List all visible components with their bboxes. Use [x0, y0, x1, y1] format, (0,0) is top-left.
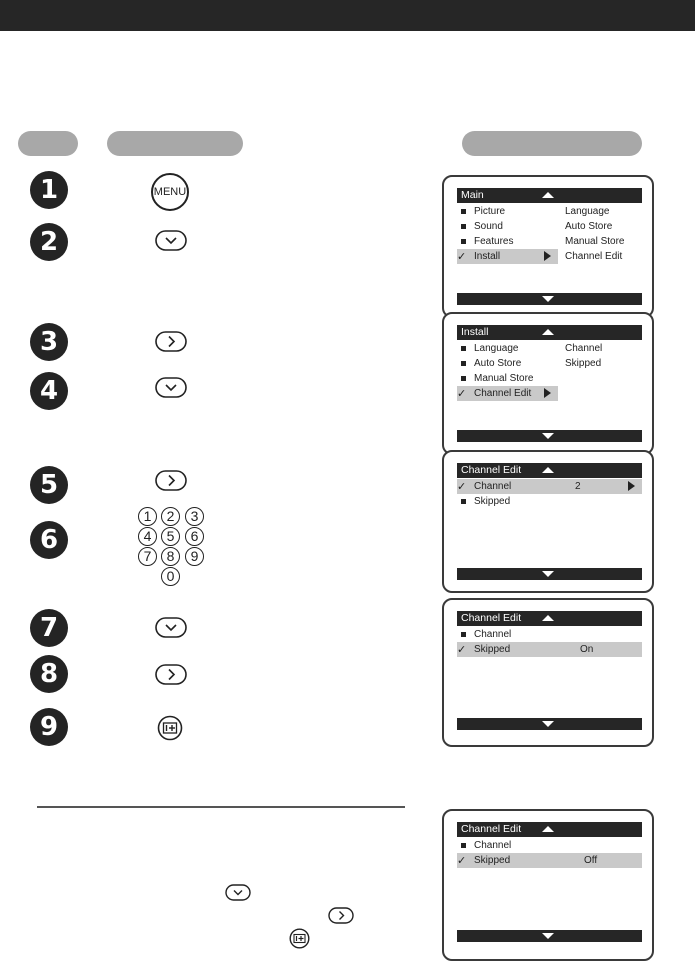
check-icon: ✓ — [457, 854, 467, 867]
numpad-key-6: 6 — [185, 527, 204, 546]
check-icon: ✓ — [457, 250, 467, 263]
tv-screen-channel-edit — [442, 450, 654, 593]
step-2-badge: 2 — [30, 223, 68, 261]
up-arrow-icon — [542, 615, 554, 621]
chevron-right-icon — [155, 470, 187, 491]
menu-item[interactable]: Manual Store — [474, 373, 534, 384]
chevron-down-icon — [225, 884, 251, 905]
right-arrow-icon — [628, 481, 635, 491]
info-plus-icon — [157, 715, 183, 741]
menu-item[interactable]: Sound — [474, 221, 503, 232]
numpad-key-5: 5 — [161, 527, 180, 546]
screen-header — [457, 611, 642, 626]
step-9-badge: 9 — [30, 708, 68, 746]
screen-footer — [457, 293, 642, 305]
bullet-icon — [461, 361, 466, 366]
up-arrow-icon — [542, 329, 554, 335]
screen-title: Channel Edit — [461, 612, 522, 624]
numpad-key-4: 4 — [138, 527, 157, 546]
menu-item-selected[interactable]: Skipped — [474, 855, 511, 866]
tv-screen-skipped-off — [442, 809, 654, 961]
down-arrow-icon — [542, 933, 554, 939]
bullet-icon — [461, 224, 466, 229]
up-arrow-icon — [542, 192, 554, 198]
submenu-preview: Channel — [565, 343, 603, 354]
bullet-icon — [461, 843, 466, 848]
screen-title: Install — [461, 326, 489, 338]
section-divider — [37, 806, 405, 808]
screen-footer — [457, 718, 642, 730]
check-icon: ✓ — [457, 387, 467, 400]
down-arrow-icon — [542, 571, 554, 577]
screen-title: Channel Edit — [461, 823, 522, 835]
down-arrow-icon — [542, 721, 554, 727]
bullet-icon — [461, 209, 466, 214]
menu-item[interactable]: Channel — [474, 629, 512, 640]
chevron-down-icon — [155, 230, 187, 251]
menu-button-icon — [151, 173, 189, 211]
step-1-badge: 1 — [30, 171, 68, 209]
screen-header — [457, 188, 642, 203]
menu-item-selected[interactable]: Channel Edit — [474, 388, 532, 399]
numpad-key-2: 2 — [161, 507, 180, 526]
step-3-badge: 3 — [30, 323, 68, 361]
submenu-preview: Language — [565, 206, 610, 217]
numpad-key-0: 0 — [161, 567, 180, 586]
header-pill-step — [18, 131, 78, 156]
submenu-preview: Manual Store — [565, 236, 625, 247]
screen-header — [457, 463, 642, 478]
menu-button-label: MENU — [151, 173, 189, 211]
menu-item-selected[interactable]: Skipped — [474, 644, 511, 655]
header-pill-screen — [462, 131, 642, 156]
bullet-icon — [461, 632, 466, 637]
numpad-key-8: 8 — [161, 547, 180, 566]
header-pill-action — [107, 131, 243, 156]
numpad-key-9: 9 — [185, 547, 204, 566]
check-icon: ✓ — [457, 480, 467, 493]
header-bar — [0, 0, 695, 31]
numpad-key-1: 1 — [138, 507, 157, 526]
menu-item-value: Off — [584, 855, 598, 866]
step-5-badge: 5 — [30, 466, 68, 504]
down-arrow-icon — [542, 296, 554, 302]
menu-item-selected[interactable]: Install — [474, 251, 501, 262]
chevron-right-icon — [155, 664, 187, 685]
menu-item[interactable]: Features — [474, 236, 514, 247]
tv-screen-main — [442, 175, 654, 318]
submenu-preview: Channel Edit — [565, 251, 623, 262]
step-7-badge: 7 — [30, 609, 68, 647]
right-arrow-icon — [544, 388, 551, 398]
screen-title: Main — [461, 189, 484, 201]
down-arrow-icon — [542, 433, 554, 439]
screen-header — [457, 822, 642, 837]
info-plus-icon — [289, 928, 310, 953]
up-arrow-icon — [542, 467, 554, 473]
chevron-down-icon — [155, 377, 187, 398]
step-6-badge: 6 — [30, 521, 68, 559]
screen-title: Channel Edit — [461, 464, 522, 476]
screen-footer — [457, 930, 642, 942]
screen-footer — [457, 430, 642, 442]
tv-screen-skipped-on — [442, 598, 654, 747]
menu-item-selected[interactable]: Channel — [474, 481, 512, 492]
up-arrow-icon — [542, 826, 554, 832]
check-icon: ✓ — [457, 643, 467, 656]
selection-highlight — [457, 249, 558, 264]
menu-item[interactable]: Language — [474, 343, 519, 354]
bullet-icon — [461, 499, 466, 504]
menu-item[interactable]: Auto Store — [474, 358, 522, 369]
menu-item[interactable]: Picture — [474, 206, 506, 217]
menu-item-value: On — [580, 644, 594, 655]
bullet-icon — [461, 376, 466, 381]
submenu-preview: Skipped — [565, 358, 602, 369]
chevron-down-icon — [155, 617, 187, 638]
chevron-right-icon — [155, 331, 187, 352]
numpad-key-7: 7 — [138, 547, 157, 566]
right-arrow-icon — [544, 251, 551, 261]
bullet-icon — [461, 346, 466, 351]
submenu-preview: Auto Store — [565, 221, 613, 232]
step-8-badge: 8 — [30, 655, 68, 693]
menu-item[interactable]: Skipped — [474, 496, 511, 507]
menu-item[interactable]: Channel — [474, 840, 512, 851]
numpad-key-3: 3 — [185, 507, 204, 526]
menu-item-value: 2 — [575, 481, 581, 492]
bullet-icon — [461, 239, 466, 244]
screen-header — [457, 325, 642, 340]
screen-footer — [457, 568, 642, 580]
step-4-badge: 4 — [30, 372, 68, 410]
tv-screen-install — [442, 312, 654, 455]
chevron-right-icon — [328, 907, 354, 928]
